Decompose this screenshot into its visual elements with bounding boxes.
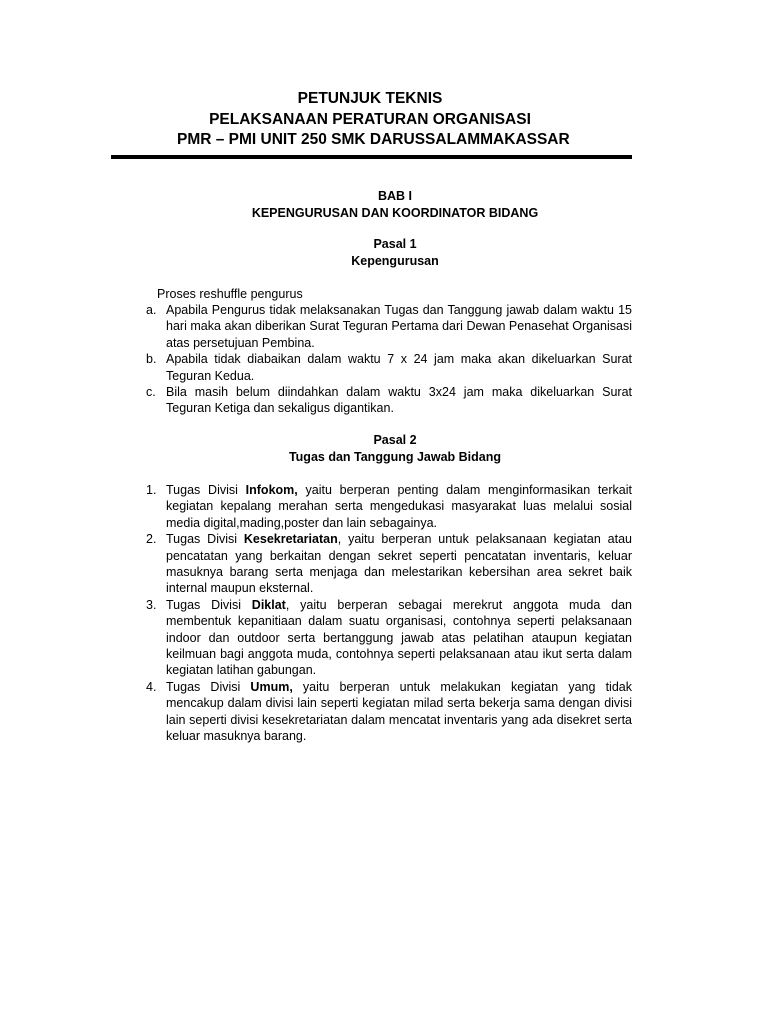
list-item — [110, 351, 632, 384]
pasal-1-intro: Proses reshuffle pengurus — [157, 287, 303, 301]
document-title — [110, 89, 630, 151]
list-item — [110, 531, 632, 597]
division-description: , yaitu berperan sebagai merekrut anggota muda dan membentuk kepanitiaan dalam suatu organisasi, contohnya seperti pelaksanaan indoor dan outdoor serta bertanggung jawab atas pelatihan ataupun kegiatan keilmuan bagi anggota muda, contohnya seperti pelaksanaan atau ikut serta dalam kegiatan latihan gabungan. — [166, 597, 632, 678]
division-description: yaitu berperan penting dalam menginformasikan terkait kegiatan kepalang merahan serta mengedukasi masyarakat luas melalui sosial media digital,mading,poster dan lain sebagainya. — [166, 483, 632, 530]
bab-heading — [110, 188, 680, 222]
bab-title: KEPENGURUSAN DAN KOORDINATOR BIDANG — [251, 206, 539, 220]
list-marker: 3. — [146, 597, 157, 612]
list-marker: 1. — [146, 483, 157, 497]
list-marker: 4. — [146, 679, 157, 694]
bab-number: BAB I — [377, 189, 413, 203]
pasal-1-number: Pasal 1 — [373, 237, 417, 251]
division-name: Kesekretariatan — [243, 532, 338, 547]
pasal-1-title: Kepengurusan — [351, 254, 439, 268]
pasal-1-heading — [110, 236, 680, 270]
list-item-text: Apabila Pengurus tidak melaksanakan Tugas dan Tanggung jawab dalam waktu 15 hari maka akan diberikan Surat Teguran Pertama dari Dewan Penasehat Organisasi atas persetujuan Pembina. — [166, 303, 632, 350]
title-line-3: PMR – PMI UNIT 250 SMK DARUSSALAMMAKASSAR — [177, 131, 570, 148]
pasal-2-list — [110, 482, 632, 745]
division-name: Infokom, — [245, 483, 298, 497]
division-name: Umum, — [250, 679, 293, 694]
division-prefix: Tugas Divisi — [166, 483, 246, 497]
list-marker: 2. — [146, 532, 157, 547]
list-item — [110, 597, 632, 679]
division-prefix: Tugas Divisi — [166, 679, 251, 694]
division-prefix: Tugas Divisi — [166, 532, 244, 547]
list-item — [110, 679, 632, 745]
list-marker: c. — [146, 385, 156, 400]
list-item — [110, 384, 632, 417]
division-description: yaitu berperan untuk melakukan kegiatan yang tidak mencakup dalam divisi lain seperti kegiatan milad serta bekerja sama dengan divisi lain seperti divisi kesekretariatan dalam mencatat inventaris yang ada disekret serta keluar masuknya barang. — [166, 679, 632, 744]
list-item-text: Apabila tidak diabaikan dalam waktu 7 x 24 jam maka akan dikeluarkan Surat Teguran Kedua. — [166, 352, 632, 383]
list-item-text: Bila masih belum diindahkan dalam waktu 3x24 jam maka dikeluarkan Surat Teguran Ketiga dan sekaligus digantikan. — [166, 385, 632, 416]
pasal-1-list — [110, 302, 632, 417]
division-description: , yaitu berperan untuk pelaksanaan kegiatan atau pencatatan yang berkaitan dengan sekret seperti pencatatan inventaris, keluar masuknya barang serta menjaga dan melestarikan kebersihan area sekret baik internal maupun eksternal. — [166, 532, 632, 596]
division-prefix: Tugas Divisi — [166, 597, 252, 612]
list-item — [110, 482, 632, 531]
pasal-2-heading — [110, 432, 680, 466]
title-line-1: PETUNJUK TEKNIS — [297, 90, 443, 107]
list-marker: a. — [146, 303, 157, 317]
division-name: Diklat — [251, 597, 286, 612]
pasal-2-title: Tugas dan Tanggung Jawab Bidang — [288, 450, 502, 464]
pasal-2-number: Pasal 2 — [373, 433, 417, 447]
list-marker: b. — [146, 352, 157, 367]
title-line-2: PELAKSANAAN PERATURAN ORGANISASI — [209, 110, 531, 128]
list-item — [110, 302, 632, 351]
header-divider — [111, 155, 632, 159]
